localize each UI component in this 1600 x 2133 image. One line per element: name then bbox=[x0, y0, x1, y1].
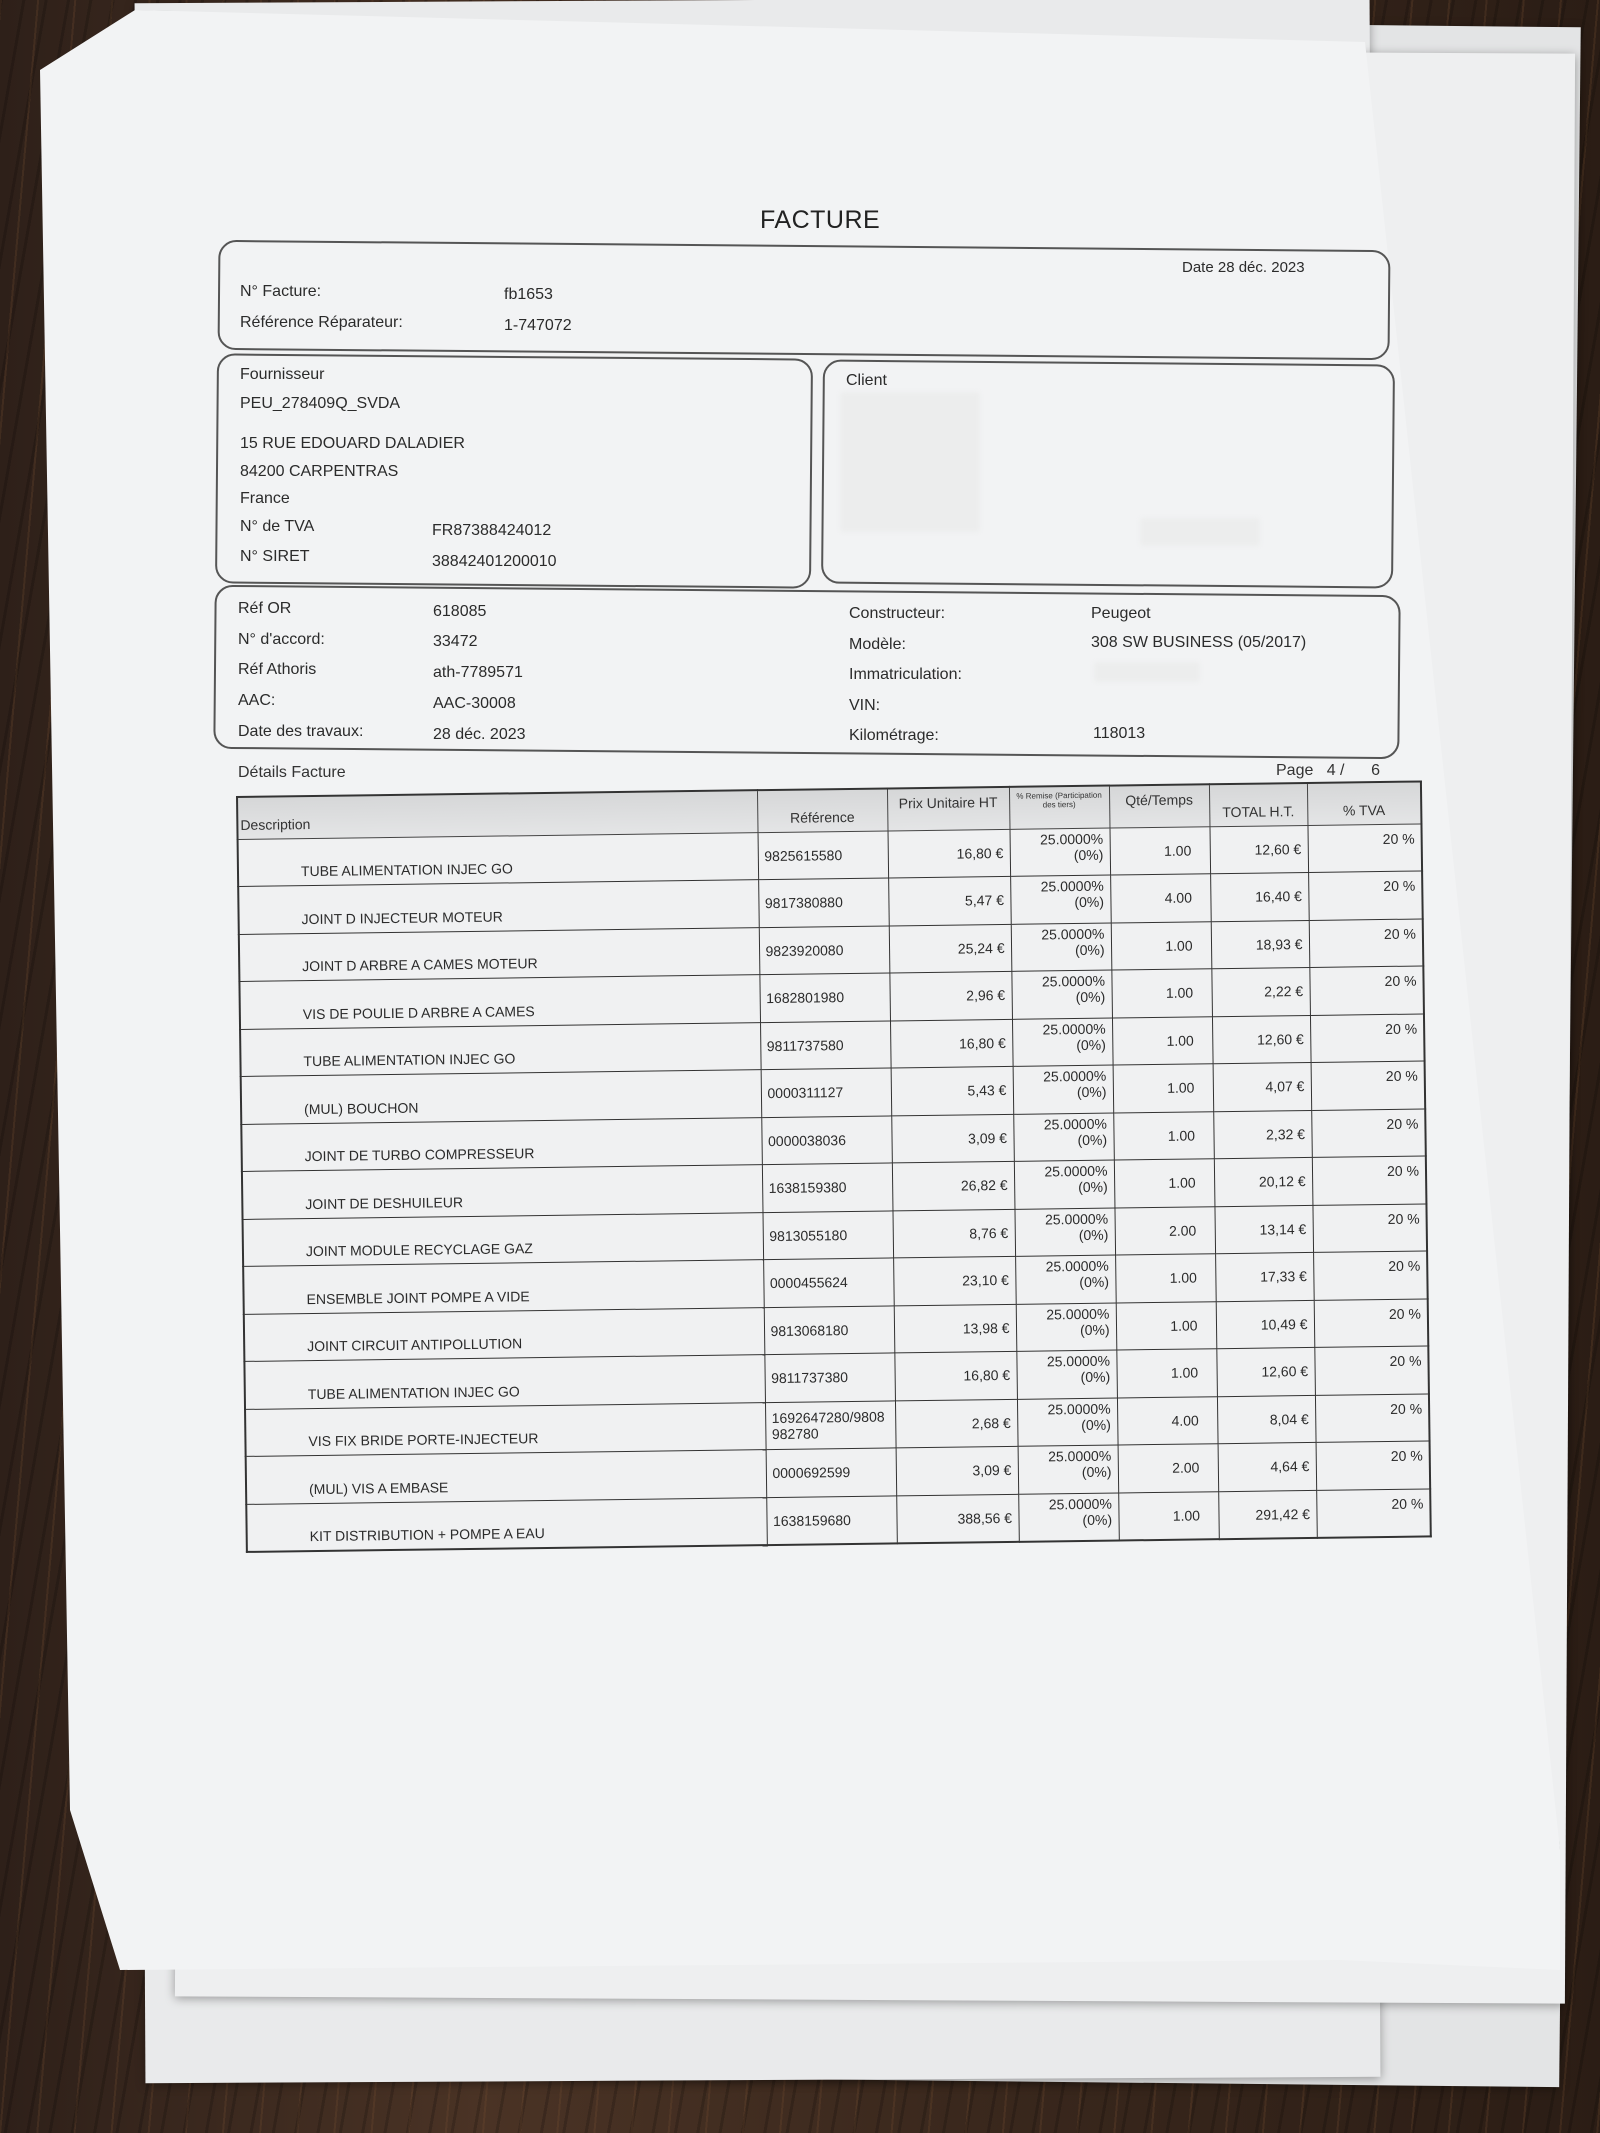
cell-unit-price: 16,80 € bbox=[890, 1019, 1013, 1068]
cell-qty: 1.00 bbox=[1111, 969, 1212, 1018]
cell-discount bbox=[1013, 1113, 1114, 1162]
cell-total: 4,07 € bbox=[1213, 1062, 1312, 1111]
discount-value: 25.0000% bbox=[1048, 1447, 1112, 1465]
cell-vat: 20 % bbox=[1316, 1488, 1431, 1537]
cell-total: 2,22 € bbox=[1211, 967, 1310, 1016]
cell-unit-price: 3,09 € bbox=[891, 1114, 1014, 1163]
cell-discount bbox=[1016, 1303, 1117, 1352]
cell-unit-price: 8,76 € bbox=[892, 1209, 1015, 1258]
cell-qty: 4.00 bbox=[1110, 874, 1211, 923]
cell-vat: 20 % bbox=[1309, 918, 1424, 967]
cell-description: KIT DISTRIBUTION + POMPE A EAU bbox=[246, 1497, 767, 1551]
cell-total: 16,40 € bbox=[1210, 872, 1309, 921]
maker-label: Constructeur: bbox=[849, 605, 946, 622]
discount-sub: (0%) bbox=[1077, 1131, 1108, 1148]
cell-vat: 20 % bbox=[1307, 823, 1422, 872]
cell-description: JOINT CIRCUIT ANTIPOLLUTION bbox=[244, 1307, 765, 1361]
cell-qty: 2.00 bbox=[1118, 1444, 1219, 1493]
aac: AAC-30008 bbox=[433, 695, 516, 712]
cell-reference: 0000038036 bbox=[761, 1115, 892, 1164]
cell-discount bbox=[1015, 1255, 1116, 1304]
col-header-unit-price: Prix Unitaire HT bbox=[887, 787, 1010, 831]
invoice-number: fb1653 bbox=[504, 286, 553, 303]
cell-unit-price: 16,80 € bbox=[888, 829, 1011, 878]
cell-total: 12,60 € bbox=[1212, 1015, 1311, 1064]
cell-vat: 20 % bbox=[1311, 1061, 1426, 1110]
job-details-box bbox=[213, 585, 1400, 759]
col-header-total: TOTAL H.T. bbox=[1209, 783, 1308, 826]
col-header-reference: Référence bbox=[757, 788, 888, 832]
cell-unit-price: 2,68 € bbox=[895, 1399, 1018, 1448]
vin-label: VIN: bbox=[849, 697, 881, 714]
cell-unit-price: 25,24 € bbox=[889, 924, 1012, 973]
discount-value: 25.0000% bbox=[1039, 830, 1104, 847]
col-header-description: Description bbox=[237, 790, 758, 839]
cell-unit-price: 5,47 € bbox=[888, 876, 1011, 925]
agreement-label: N° d'accord: bbox=[238, 631, 325, 648]
cell-discount bbox=[1014, 1160, 1115, 1209]
cell-reference: 9813055180 bbox=[762, 1210, 893, 1259]
supplier-siret-label: N° SIRET bbox=[240, 548, 310, 565]
cell-description: (MUL) VIS A EMBASE bbox=[246, 1450, 767, 1504]
col-header-qty: Qté/Temps bbox=[1109, 784, 1210, 827]
cell-qty: 1.00 bbox=[1113, 1064, 1214, 1113]
cell-qty: 1.00 bbox=[1109, 826, 1210, 875]
cell-description: JOINT D INJECTEUR MOTEUR bbox=[238, 880, 759, 934]
cell-reference: 1682801980 bbox=[759, 973, 890, 1022]
discount-value: 25.0000% bbox=[1042, 1020, 1106, 1037]
cell-discount bbox=[1018, 1493, 1119, 1542]
cell-reference: 0000455624 bbox=[763, 1258, 894, 1307]
cell-qty: 1.00 bbox=[1116, 1349, 1217, 1398]
cell-vat: 20 % bbox=[1315, 1393, 1430, 1442]
cell-reference: 1638159680 bbox=[766, 1495, 897, 1544]
cell-discount bbox=[1012, 1018, 1113, 1067]
work-date-label: Date des travaux: bbox=[238, 723, 364, 740]
cell-vat: 20 % bbox=[1314, 1298, 1429, 1347]
cell-total: 17,33 € bbox=[1215, 1252, 1314, 1301]
cell-unit-price: 13,98 € bbox=[894, 1304, 1017, 1353]
supplier-heading: Fournisseur bbox=[240, 366, 325, 383]
discount-value: 25.0000% bbox=[1045, 1257, 1109, 1275]
cell-total: 291,42 € bbox=[1218, 1490, 1317, 1539]
ref-or-label: Réf OR bbox=[238, 600, 292, 617]
discount-sub: (0%) bbox=[1073, 846, 1104, 863]
cell-reference: 9813068180 bbox=[764, 1305, 895, 1354]
cell-reference: 9823920080 bbox=[759, 925, 890, 974]
cell-description: (MUL) BOUCHON bbox=[241, 1070, 762, 1124]
discount-value: 25.0000% bbox=[1046, 1352, 1111, 1370]
discount-value: 25.0000% bbox=[1046, 1305, 1110, 1322]
cell-description: TUBE ALIMENTATION INJEC GO bbox=[238, 832, 759, 886]
cell-vat: 20 % bbox=[1309, 966, 1424, 1015]
cell-qty: 1.00 bbox=[1114, 1159, 1215, 1208]
discount-sub: (0%) bbox=[1075, 988, 1106, 1006]
discount-value: 25.0000% bbox=[1043, 1115, 1107, 1132]
cell-total: 13,14 € bbox=[1214, 1205, 1313, 1254]
client-heading: Client bbox=[846, 372, 887, 389]
mileage: 118013 bbox=[1093, 725, 1146, 742]
cell-description: JOINT D ARBRE A CAMES MOTEUR bbox=[239, 927, 760, 981]
cell-total: 8,04 € bbox=[1217, 1395, 1316, 1444]
cell-qty: 1.00 bbox=[1112, 1016, 1213, 1065]
cell-vat: 20 % bbox=[1308, 871, 1423, 920]
discount-sub: (0%) bbox=[1076, 1036, 1106, 1053]
cell-description: TUBE ALIMENTATION INJEC GO bbox=[240, 1022, 761, 1076]
items-table-wrap bbox=[236, 781, 1430, 1582]
work-date: 28 déc. 2023 bbox=[433, 726, 526, 743]
discount-value: 25.0000% bbox=[1044, 1162, 1108, 1180]
cell-total: 12,60 € bbox=[1216, 1347, 1315, 1396]
cell-reference: 9811737580 bbox=[760, 1020, 891, 1069]
discount-value: 25.0000% bbox=[1044, 1210, 1109, 1227]
cell-description: JOINT DE DESHUILEUR bbox=[242, 1165, 763, 1219]
discount-value: 25.0000% bbox=[1041, 925, 1105, 942]
client-redacted-area bbox=[840, 392, 980, 532]
cell-total: 12,60 € bbox=[1209, 825, 1308, 874]
maker: Peugeot bbox=[1091, 605, 1151, 622]
cell-discount bbox=[1011, 923, 1112, 972]
cell-reference: 0000311127 bbox=[761, 1068, 892, 1117]
cell-total: 4,64 € bbox=[1218, 1442, 1317, 1491]
document-title: FACTURE bbox=[760, 206, 881, 234]
discount-sub: (0%) bbox=[1082, 1511, 1113, 1528]
discount-value: 25.0000% bbox=[1041, 972, 1106, 990]
cell-qty: 1.00 bbox=[1115, 1254, 1216, 1303]
discount-value: 25.0000% bbox=[1043, 1067, 1107, 1085]
cell-unit-price: 26,82 € bbox=[892, 1161, 1015, 1210]
invoice-number-label: N° Facture: bbox=[240, 283, 322, 300]
cell-unit-price: 5,43 € bbox=[891, 1066, 1014, 1115]
cell-total: 18,93 € bbox=[1211, 920, 1310, 969]
discount-value: 25.0000% bbox=[1047, 1400, 1111, 1417]
client-redacted-area bbox=[1140, 518, 1260, 546]
cell-unit-price: 23,10 € bbox=[893, 1256, 1016, 1305]
page-number: Page 4 / 6 bbox=[1276, 762, 1381, 779]
cell-reference bbox=[765, 1400, 896, 1449]
discount-sub: (0%) bbox=[1078, 1178, 1108, 1196]
aac-label: AAC: bbox=[238, 692, 276, 709]
cell-vat: 20 % bbox=[1313, 1251, 1428, 1300]
cell-discount bbox=[1017, 1398, 1118, 1447]
cell-qty: 1.00 bbox=[1113, 1111, 1214, 1160]
cell-qty: 2.00 bbox=[1114, 1206, 1215, 1255]
cell-unit-price: 388,56 € bbox=[896, 1494, 1019, 1543]
cell-description: JOINT DE TURBO COMPRESSEUR bbox=[241, 1117, 762, 1171]
agreement: 33472 bbox=[433, 633, 478, 650]
discount-sub: (0%) bbox=[1074, 893, 1105, 911]
discount-sub: (0%) bbox=[1080, 1368, 1111, 1385]
cell-reference: 9817380880 bbox=[758, 878, 889, 927]
cell-total: 20,12 € bbox=[1214, 1157, 1313, 1206]
cell-qty: 4.00 bbox=[1117, 1396, 1218, 1445]
discount-sub: (0%) bbox=[1076, 1083, 1107, 1101]
reference-line1: 1692647280/9808 bbox=[771, 1408, 885, 1426]
cell-vat: 20 % bbox=[1316, 1441, 1431, 1490]
discount-value: 25.0000% bbox=[1048, 1495, 1112, 1512]
supplier-vat: FR87388424012 bbox=[432, 522, 552, 539]
cell-description: VIS DE POULIE D ARBRE A CAMES bbox=[239, 975, 760, 1029]
cell-qty: 1.00 bbox=[1116, 1301, 1217, 1350]
athoris-label: Réf Athoris bbox=[238, 661, 317, 678]
cell-vat: 20 % bbox=[1312, 1203, 1427, 1252]
repairer-ref-label: Référence Réparateur: bbox=[240, 314, 403, 331]
cell-discount bbox=[1014, 1208, 1115, 1257]
cell-description: ENSEMBLE JOINT POMPE A VIDE bbox=[243, 1260, 764, 1314]
cell-reference: 9825615580 bbox=[758, 830, 889, 879]
reference-line2: 982780 bbox=[771, 1425, 819, 1442]
supplier-address-line2: 84200 CARPENTRAS bbox=[240, 463, 399, 480]
cell-reference: 1638159380 bbox=[762, 1163, 893, 1212]
discount-sub: (0%) bbox=[1081, 1416, 1111, 1433]
cell-unit-price: 3,09 € bbox=[896, 1446, 1019, 1495]
cell-discount bbox=[1013, 1065, 1114, 1114]
discount-sub: (0%) bbox=[1078, 1226, 1109, 1243]
cell-unit-price: 2,96 € bbox=[889, 971, 1012, 1020]
cell-vat: 20 % bbox=[1314, 1346, 1429, 1395]
cell-discount bbox=[1011, 970, 1112, 1019]
col-header-discount: % Remise (Participation des tiers) bbox=[1009, 786, 1110, 829]
details-label: Détails Facture bbox=[238, 764, 346, 781]
cell-reference: 9811737380 bbox=[764, 1353, 895, 1402]
cell-qty: 1.00 bbox=[1111, 921, 1212, 970]
items-table bbox=[236, 780, 1432, 1552]
cell-total: 10,49 € bbox=[1216, 1300, 1315, 1349]
cell-vat: 20 % bbox=[1312, 1156, 1427, 1205]
cell-description: JOINT MODULE RECYCLAGE GAZ bbox=[243, 1212, 764, 1266]
ref-or: 618085 bbox=[433, 603, 487, 620]
cell-discount bbox=[1009, 828, 1110, 877]
supplier-address-line1: 15 RUE EDOUARD DALADIER bbox=[240, 435, 465, 452]
supplier-vat-label: N° de TVA bbox=[240, 518, 315, 535]
cell-discount bbox=[1018, 1445, 1119, 1494]
discount-sub: (0%) bbox=[1081, 1463, 1112, 1480]
cell-vat: 20 % bbox=[1310, 1013, 1425, 1062]
athoris: ath-7789571 bbox=[433, 664, 523, 681]
supplier-country: France bbox=[240, 490, 290, 507]
cell-discount bbox=[1016, 1350, 1117, 1399]
cell-unit-price: 16,80 € bbox=[894, 1351, 1017, 1400]
supplier-siret: 38842401200010 bbox=[432, 553, 557, 570]
discount-sub: (0%) bbox=[1079, 1273, 1110, 1291]
cell-description: VIS FIX BRIDE PORTE-INJECTEUR bbox=[245, 1402, 766, 1456]
cell-description: TUBE ALIMENTATION INJEC GO bbox=[244, 1355, 765, 1409]
plate-label: Immatriculation: bbox=[849, 666, 962, 683]
cell-reference: 0000692599 bbox=[766, 1448, 897, 1497]
invoice-date: Date 28 déc. 2023 bbox=[1182, 259, 1305, 276]
cell-discount bbox=[1010, 875, 1111, 924]
invoice-header-box bbox=[218, 240, 1391, 360]
cell-total: 2,32 € bbox=[1213, 1110, 1312, 1159]
discount-sub: (0%) bbox=[1074, 941, 1105, 958]
discount-sub: (0%) bbox=[1079, 1321, 1110, 1338]
cell-vat: 20 % bbox=[1311, 1108, 1426, 1157]
supplier-name: PEU_278409Q_SVDA bbox=[240, 395, 401, 412]
repairer-ref: 1-747072 bbox=[504, 317, 572, 334]
plate-redacted bbox=[1094, 662, 1200, 682]
mileage-label: Kilométrage: bbox=[849, 727, 939, 744]
col-header-vat: % TVA bbox=[1307, 781, 1422, 824]
discount-value: 25.0000% bbox=[1040, 877, 1104, 895]
model-label: Modèle: bbox=[849, 636, 906, 653]
model: 308 SW BUSINESS (05/2017) bbox=[1091, 634, 1307, 651]
cell-qty: 1.00 bbox=[1118, 1491, 1219, 1540]
